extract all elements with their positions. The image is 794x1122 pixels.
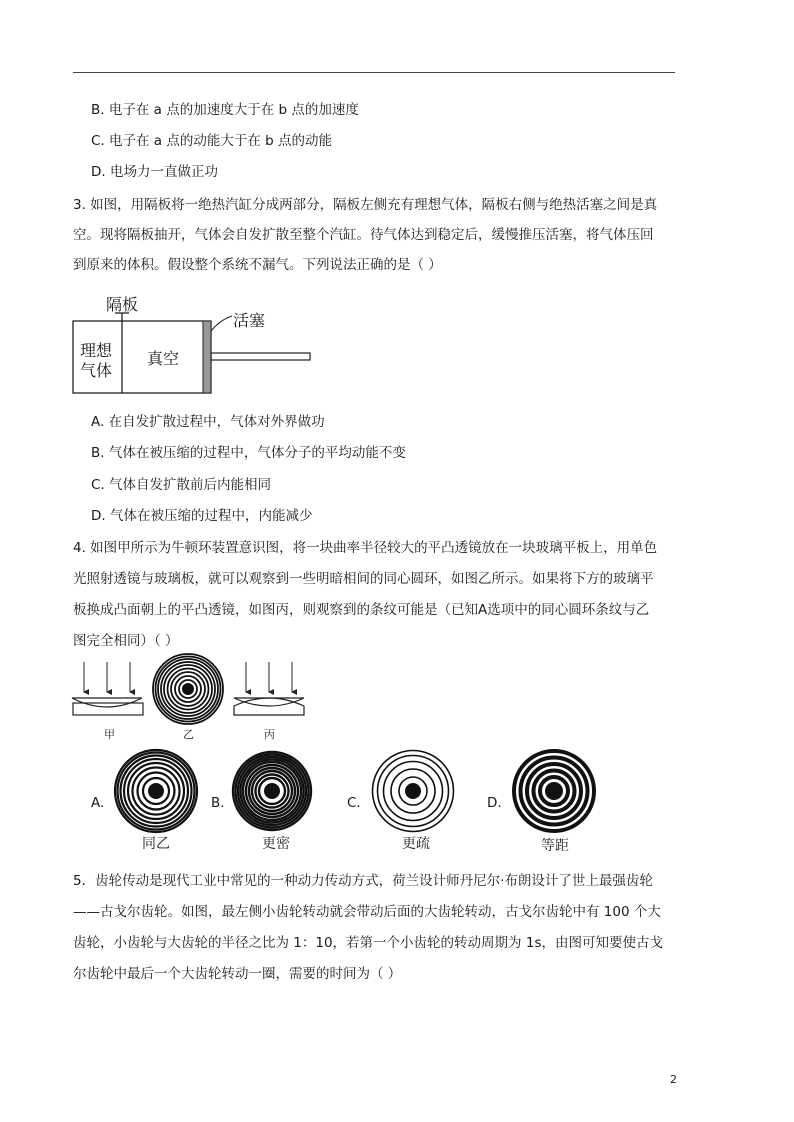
ring (124, 759, 188, 823)
choice-rings (115, 750, 594, 832)
q3-option-c[interactable]: C. 气体自发扩散前后内能相同 (91, 477, 272, 493)
choice-d-caption: 等距 (541, 838, 569, 854)
ring (156, 657, 221, 722)
ring (249, 768, 295, 814)
piston-label: 活塞 (233, 311, 266, 330)
ring (175, 676, 201, 702)
ring (540, 777, 568, 805)
header-rule (73, 72, 675, 73)
ring (168, 669, 209, 710)
q3-option-b[interactable]: B. 气体在被压缩的过程中，气体分子的平均动能不变 (91, 445, 406, 461)
ring (373, 751, 454, 832)
ring (246, 765, 298, 817)
q2-option-c[interactable]: C. 电子在 a 点的动能大于在 b 点的动能 (91, 133, 333, 149)
ring (514, 751, 594, 831)
ring-core (264, 783, 280, 799)
ring-core (405, 783, 421, 799)
ring (534, 771, 575, 812)
ring (243, 762, 301, 820)
choice-a-caption: 同乙 (142, 836, 170, 852)
ring (233, 752, 311, 830)
choice-c-letter[interactable]: C. (347, 795, 361, 811)
ring (384, 762, 443, 821)
ring (252, 771, 292, 811)
ring (115, 750, 197, 832)
ring-core (148, 783, 164, 799)
ring (153, 654, 223, 724)
choice-b-letter[interactable]: B. (211, 795, 225, 811)
ring (164, 665, 212, 713)
q3-option-a[interactable]: A. 在自发扩散过程中，气体对外界做功 (91, 414, 325, 430)
ring (399, 777, 427, 805)
q4-stem-line-2: 光照射透镜与玻璃板，就可以观察到一些明暗相间的同心圆环，如图乙所示。如果将下方的玻璃平 (73, 571, 654, 587)
ring (236, 755, 309, 828)
choice-b-caption: 更密 (262, 836, 290, 852)
figure-yi-rings (153, 654, 223, 724)
q4-stem-line-3: 板换成凸面朝上的平凸透镜，如图丙，则观察到的条纹可能是（已知A选项中的同心圆环条纹与乙 (73, 602, 650, 618)
ring (241, 760, 304, 823)
ring (118, 753, 195, 830)
page-number: 2 (670, 1073, 677, 1086)
ring (259, 778, 285, 804)
ring (527, 764, 581, 818)
vacuum-label: 真空 (147, 349, 180, 368)
q2-option-b[interactable]: B. 电子在 a 点的加速度大于在 b 点的加速度 (91, 102, 359, 118)
ring (521, 758, 588, 825)
ring (158, 659, 218, 719)
q5-stem-line-1: 5．齿轮传动是现代工业中常见的一种动力传动方式，荷兰设计师丹尼尔·布朗设计了世上最强齿轮 (73, 873, 653, 889)
q5-stem-line-4: 尔齿轮中最后一个大齿轮转动一圈，需要的时间为（ ） (73, 966, 402, 982)
ring (121, 756, 192, 827)
ring (171, 672, 205, 706)
q3-stem-line-2: 空。现将隔板抽开，气体会自发扩散至整个汽缸。待气体达到稳定后，缓慢推压活塞，将气体压回 (73, 227, 654, 243)
q4-stem-line-1: 4. 如图甲所示为牛顿环装置意识图，将一块曲率半径较大的平凸透镜放在一块玻璃平板上，用单色 (73, 540, 658, 556)
ring (128, 763, 184, 819)
figure-jia (72, 662, 143, 715)
figure-yi-label: 乙 (183, 728, 194, 741)
ring (161, 662, 215, 716)
q2-option-d[interactable]: D. 电场力一直做正功 (91, 164, 218, 180)
ring (133, 768, 180, 815)
ring-core (182, 683, 194, 695)
ring (391, 769, 435, 813)
q5-stem-line-3: 齿轮，小齿轮与大齿轮的半径之比为 1：10，若第一个小齿轮的转动周期为 1s，由图可知要使古戈 (73, 935, 663, 951)
ring (179, 680, 197, 698)
q4-stem-line-4: 图完全相同）（ ） (73, 633, 179, 649)
ring (143, 778, 169, 804)
q3-stem-line-3: 到原来的体积。假设整个系统不漏气。下列说法正确的是（ ） (73, 257, 442, 273)
ring (378, 756, 449, 827)
figure-bing-label: 丙 (264, 728, 275, 741)
q3-option-d[interactable]: D. 气体在被压缩的过程中，内能减少 (91, 508, 313, 524)
choice-a-letter[interactable]: A. (91, 795, 105, 811)
choice-c-caption: 更疏 (402, 836, 430, 852)
ring-core (545, 782, 563, 800)
figure-bing (234, 662, 304, 715)
ring (238, 757, 306, 825)
gas-label-1: 理想 (80, 341, 113, 360)
gas-label-2: 气体 (80, 361, 113, 380)
partition-label: 隔板 (106, 295, 139, 314)
q3-stem-line-1: 3. 如图，用隔板将一绝热汽缸分成两部分，隔板左侧充有理想气体，隔板右侧与绝热活塞之间是真 (73, 197, 658, 213)
ring (256, 775, 289, 808)
choice-d-letter[interactable]: D. (487, 795, 502, 811)
ring (138, 773, 175, 810)
figure-jia-label: 甲 (104, 728, 115, 741)
q5-stem-line-2: ——古戈尔齿轮。如图，最左侧小齿轮转动就会带动后面的大齿轮转动，古戈尔齿轮中有 100 个大 (73, 904, 661, 920)
